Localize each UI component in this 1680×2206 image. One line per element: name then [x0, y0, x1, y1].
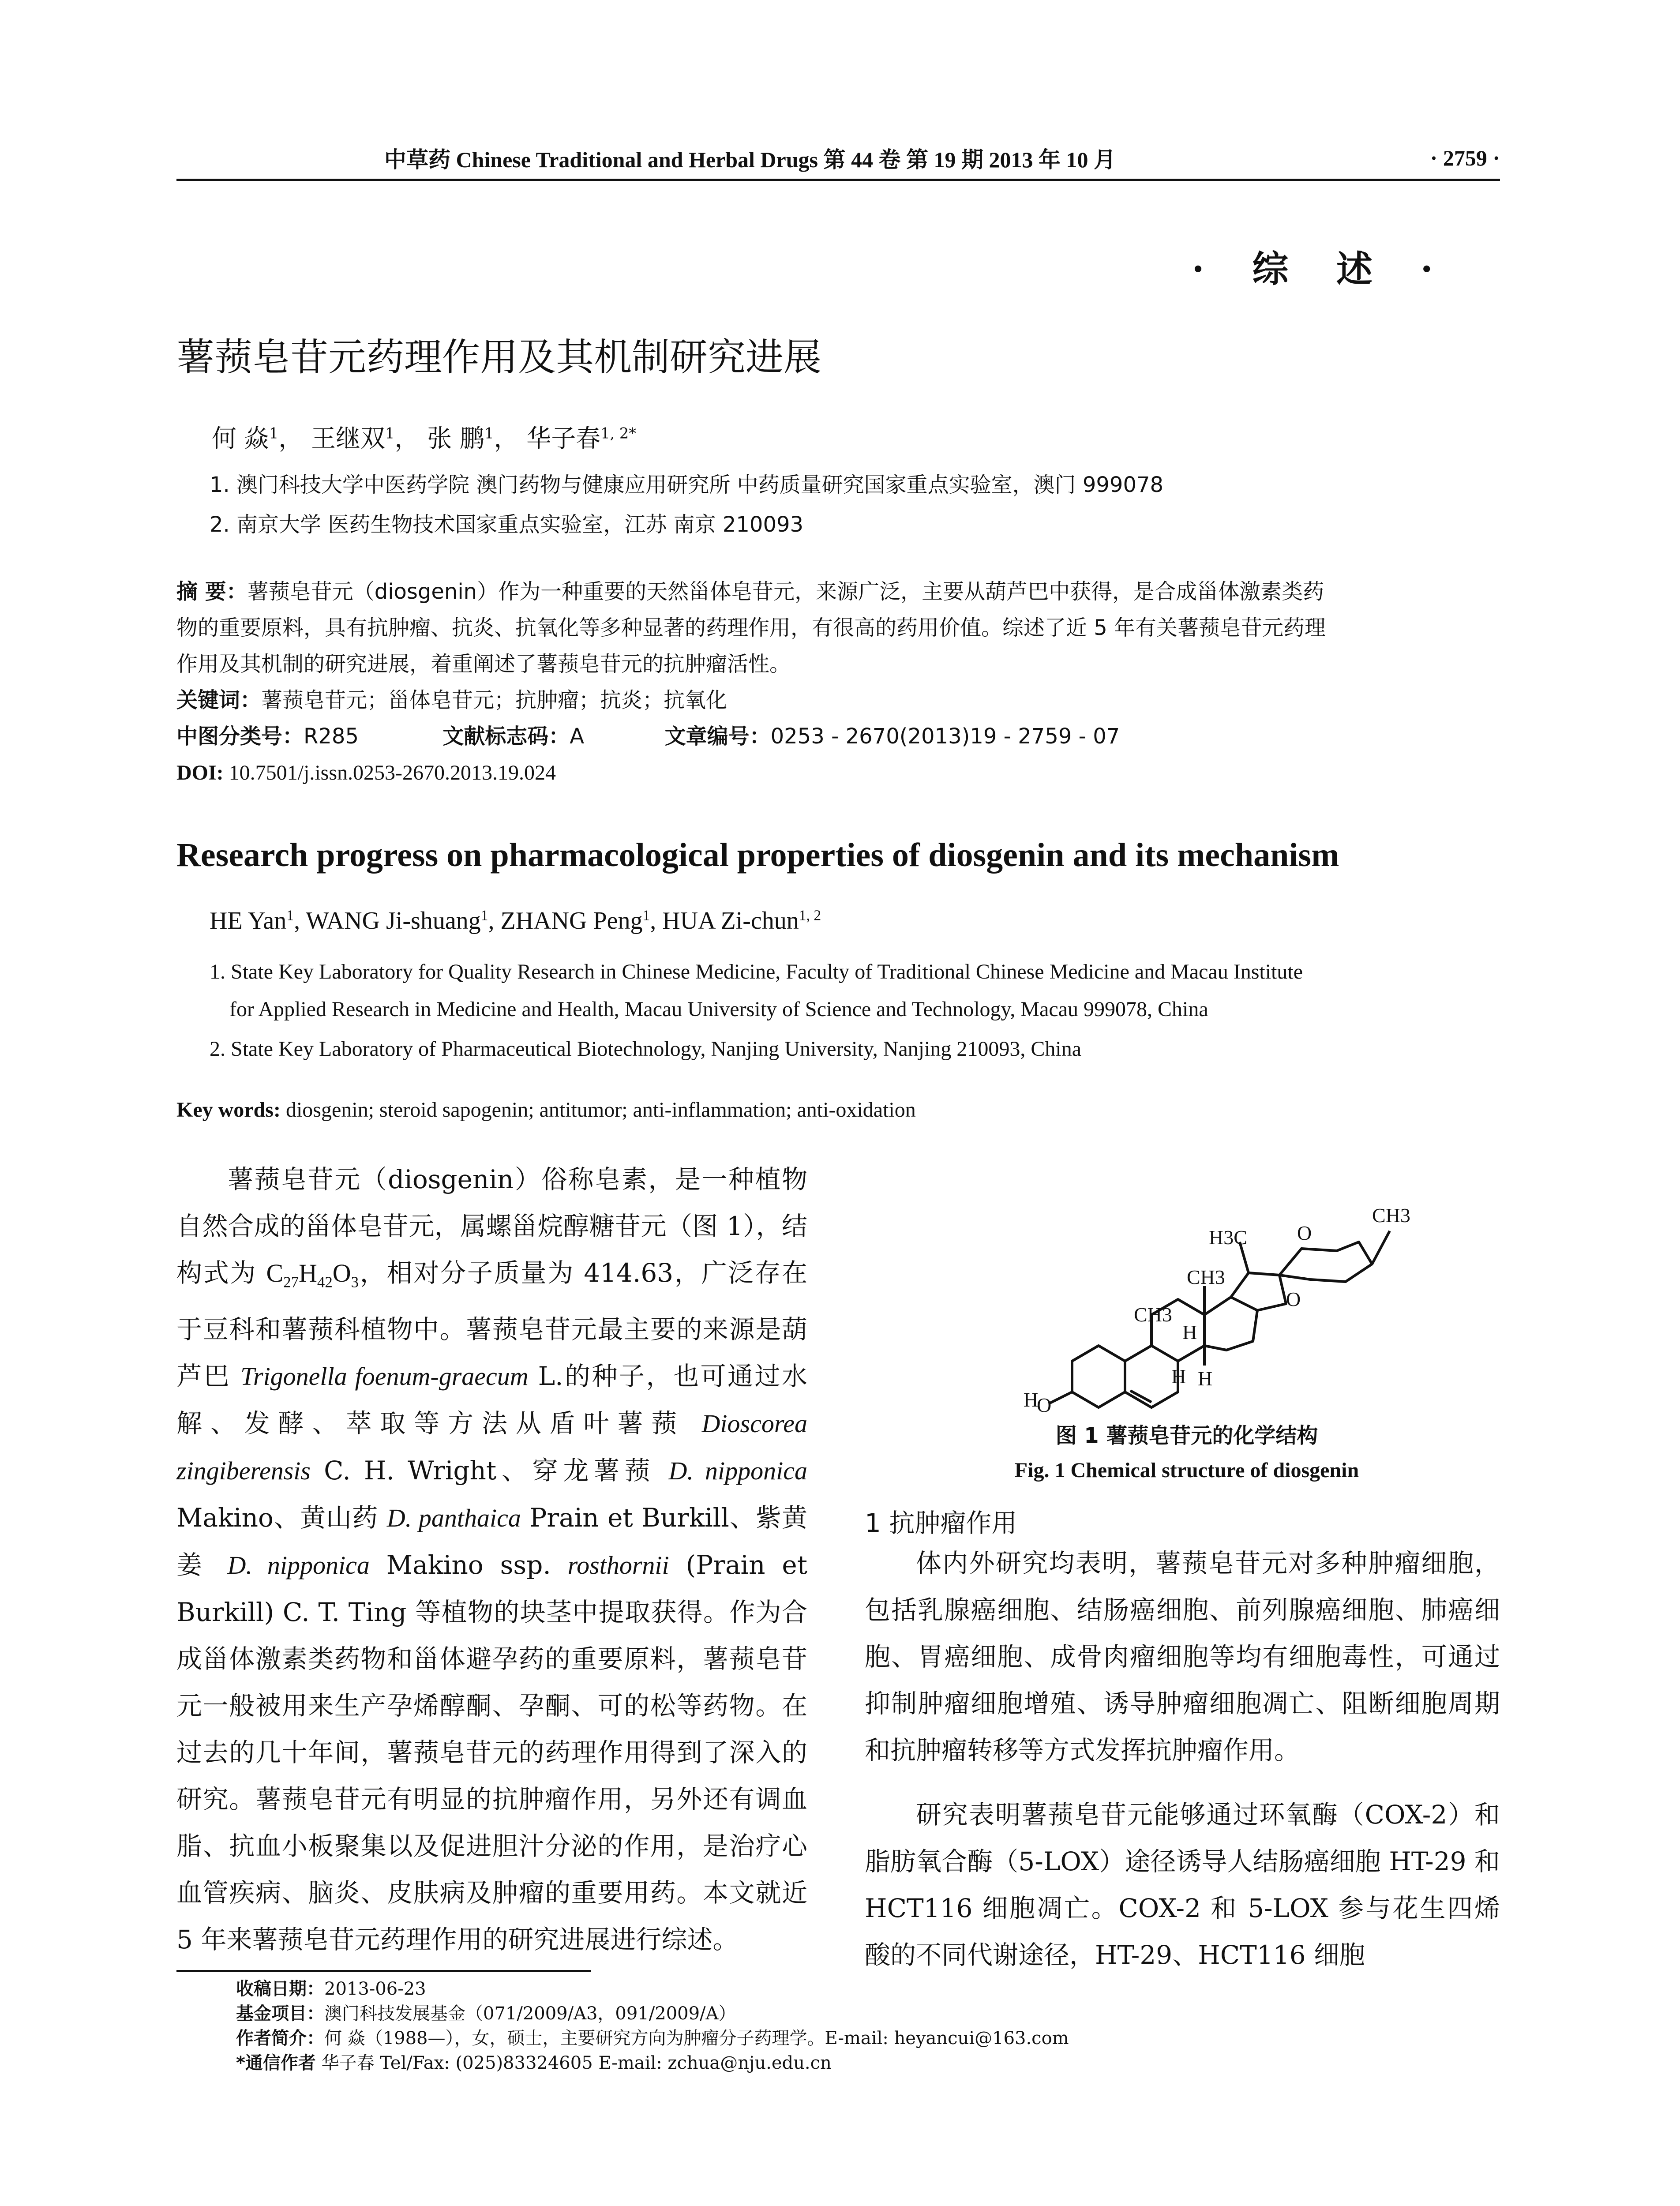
authors-cn: 何 焱$^1$， 王继双$^1$， 张 鹏$^1$， 华子春$^{1, 2*}$: [212, 424, 637, 453]
author-name: HUA Zi-chun: [662, 907, 799, 934]
author-sup: 1: [480, 907, 488, 924]
authors-en: HE Yan$^1$, WANG Ji-shuang$^1$, ZHANG Peng$^1$, HUA Zi-chun$^{1, 2}$: [210, 907, 821, 934]
doc-code-value: A: [570, 724, 585, 749]
label-h-9: H: [1171, 1365, 1186, 1388]
species-name: D. nipponica: [668, 1456, 807, 1485]
article-number-label: 文章编号：: [664, 724, 771, 749]
hydroxyl-bond: [1050, 1392, 1072, 1403]
journal-info: 中草药 Chinese Traditional and Herbal Drugs 第 44 卷 第 19 期 2013 年 10 月: [384, 147, 1116, 172]
bio-label: 作者简介：: [236, 2028, 324, 2048]
author-name: 华子春: [526, 424, 601, 453]
keywords-en-label: Key words:: [176, 1098, 281, 1122]
affiliation-cn-2: 2. 南京大学 医药生物技术国家重点实验室，江苏 南京 210093: [210, 512, 804, 537]
formula: [266, 1259, 359, 1291]
formula-part: H: [299, 1259, 317, 1287]
formula-sub: 42: [317, 1273, 333, 1291]
left-column: [176, 1156, 807, 1963]
label-ch3-mid: CH3: [1187, 1266, 1225, 1288]
doi-label: DOI:: [176, 761, 224, 784]
keywords-cn: 薯蓣皂苷元；甾体皂苷元；抗肿瘤；抗炎；抗氧化: [261, 688, 728, 713]
text-run: ，相对分子质量为 414.63，广泛存在于豆科和薯蓣科植物中。薯蓣皂苷元最主要的来源是葫芦巴: [176, 1258, 808, 1391]
text-run: Makino ssp.: [369, 1549, 568, 1580]
structure-diagram: [949, 1165, 1434, 1412]
title-cn: 薯蓣皂苷元药理作用及其机制研究进展: [176, 335, 821, 379]
abstract-line: 物的重要原料，具有抗肿瘤、抗炎、抗氧化等多种显著的药理作用，有很高的药用价值。综述了近 5 年有关薯蓣皂苷元药理: [176, 615, 1326, 640]
formula-part: C: [266, 1259, 284, 1287]
label-o-hydroxyl: O: [1037, 1394, 1052, 1412]
affiliation-cn-1: 1. 澳门科技大学中医药学院 澳门药物与健康应用研究所 中药质量研究国家重点实验室，澳门 999078: [210, 473, 1164, 497]
author-sup: 1, 2: [799, 907, 821, 924]
species-name: Trigonella foenum-graecum: [240, 1362, 529, 1391]
formula-sub: 27: [283, 1273, 299, 1291]
header-rule: [176, 179, 1500, 181]
formula-part: O: [332, 1259, 351, 1287]
label-ch3-top: CH3: [1372, 1204, 1410, 1227]
text-run: Makino、黄山药: [176, 1502, 387, 1533]
ring-b: [1125, 1346, 1178, 1407]
bio-text: 何 焱（1988—），女，硕士，主要研究方向为肿瘤分子药理学。E-mail: heyancui@163.com: [324, 2028, 1069, 2048]
affiliation-en-2: 2. State Key Laboratory of Pharmaceutical Biotechnology, Nanjing University, Nanjing 210093, China: [210, 1037, 1081, 1061]
ring-e: [1231, 1273, 1286, 1310]
right-column: [865, 1540, 1500, 1978]
author-sup: 1: [642, 907, 650, 924]
article-number-value: 0253 - 2670(2013)19 - 2759 - 07: [770, 724, 1120, 749]
author-name: 王继双: [311, 424, 385, 453]
doi-value[interactable]: 10.7501/j.issn.0253-2670.2013.19.024: [223, 761, 556, 784]
label-ch3-left: CH3: [1134, 1303, 1172, 1326]
keywords-en-text: diosgenin; steroid sapogenin; antitumor; anti-inflammation; anti-oxidation: [280, 1098, 916, 1122]
author-name: 何 焱: [212, 424, 269, 453]
received-date: 2013-06-23: [324, 1979, 426, 1999]
keywords-cn-label: 关键词：: [176, 688, 262, 713]
affiliation-en-1-cont: for Applied Research in Medicine and Health, Macau University of Science and Technology, Macau 999078, China: [229, 998, 1208, 1021]
ring-f: [1279, 1242, 1372, 1282]
paragraph-antitumor-2: 研究表明薯蓣皂苷元能够通过环氧酶（COX-2）和脂肪氧合酶（5-LOX）途径诱导人结肠癌细胞 HT-29 和 HCT116 细胞凋亡。COX-2 和 5-LOX 参与花生四烯酸的不同代谢途径，HT-29、HCT116 细胞: [865, 1800, 1500, 1970]
received-label: 收稿日期：: [236, 1979, 324, 1999]
author-sup: 1: [269, 424, 279, 442]
text-run: 薯蓣皂苷元（diosgenin）俗称皂素，是一种植物自然合成的甾体皂苷元，属螺甾烷醇糖苷元（图 1），结构式为: [176, 1164, 807, 1288]
label-h3c: H3C: [1209, 1226, 1247, 1249]
keywords-en: [176, 1098, 916, 1122]
figure-caption-en: Fig. 1 Chemical structure of diosgenin: [1014, 1459, 1359, 1482]
doc-code-label: 文献标志码：: [442, 724, 570, 749]
corresponding-text: 华子春 Tel/Fax: (025)83324605 E-mail: zchua@nju.edu.cn: [315, 2053, 832, 2073]
text-run: L.的种子，也可通过水解、发酵、萃取等方法从盾叶薯蓣: [176, 1361, 808, 1438]
label-h-8: H: [1182, 1321, 1197, 1343]
abstract-line: 作用及其机制的研究进展，着重阐述了薯蓣皂苷元的抗肿瘤活性。: [176, 652, 791, 676]
page-number: · 2759 ·: [1430, 146, 1500, 170]
ring-d: [1204, 1297, 1257, 1350]
fund-text: 澳门科技发展基金（071/2009/A3，091/2009/A）: [324, 2003, 736, 2024]
label-h-14: H: [1198, 1367, 1213, 1390]
label-o-ring-f: O: [1297, 1222, 1312, 1244]
corresponding-label: *通信作者: [236, 2053, 316, 2073]
paragraph-antitumor-1: 体内外研究均表明，薯蓣皂苷元对多种肿瘤细胞，包括乳腺癌细胞、结肠癌细胞、前列腺癌细胞、肺癌细胞、胃癌细胞、成骨肉瘤细胞等均有细胞毒性，可通过抑制肿瘤细胞增殖、诱导肿瘤细胞凋亡、阻断细胞周期和抗肿瘤转移等方式发挥抗肿瘤作用。: [865, 1548, 1500, 1765]
text-run: (Prain et Burkill) C. T. Ting 等植物的块茎中提取获得。作为合成甾体激素类药物和甾体避孕药的重要原料，薯蓣皂苷元一般被用来生产孕烯醇酮、孕酮、可的松等药物。在过去的几十年间，薯蓣皂苷元的药理作用得到了深入的研究。薯蓣皂苷元有明显的抗肿瘤作用，另外还有调血脂、抗血小板聚集以及促进胆汁分泌的作用，是治疗心血管疾病、脑炎、皮肤病及肿瘤的重要用药。本文就近 5 年来薯蓣皂苷元药理作用的研究进展进行综述。: [176, 1549, 808, 1955]
footnotes: [236, 1977, 1471, 2075]
section-heading: 1 抗肿瘤作用: [865, 1508, 1017, 1538]
abstract-line: 薯蓣皂苷元（diosgenin）作为一种重要的天然甾体皂苷元，来源广泛，主要从葫芦巴中获得，是合成甾体激素类药: [247, 579, 1324, 604]
author-name: 张 鹏: [427, 424, 484, 453]
affiliation-en-1: 1. State Key Laboratory for Quality Research in Chinese Medicine, Faculty of Traditional Chinese Medicine and Macau Institute: [210, 960, 1303, 983]
ring-a: [1072, 1346, 1125, 1407]
title-en: Research progress on pharmacological properties of diosgenin and its mechanism: [176, 837, 1339, 874]
author-sup: 1: [385, 424, 395, 442]
footnote-rule: [176, 1970, 591, 1972]
formula-sub: 3: [351, 1273, 359, 1291]
fund-label: 基金项目：: [236, 2003, 324, 2024]
label-o-ring-e: O: [1286, 1288, 1301, 1310]
author-sup: 1, 2*: [600, 424, 637, 442]
clc-value: R285: [304, 724, 359, 749]
abstract-label: 摘 要：: [176, 579, 248, 604]
text-run: C. H. Wright、穿龙薯蓣: [310, 1455, 669, 1486]
author-name: WANG Ji-shuang: [306, 907, 481, 934]
figure-caption-cn: 图 1 薯蓣皂苷元的化学结构: [1055, 1423, 1318, 1448]
author-sup: 1: [286, 907, 294, 924]
species-name: D. panthaica: [386, 1503, 521, 1532]
running-header: [176, 140, 1500, 176]
section-label: · 综 述 ·: [1192, 248, 1451, 290]
label-h-hydroxyl: H: [1024, 1388, 1039, 1411]
intro-paragraph: [176, 1156, 807, 1963]
author-name: HE Yan: [210, 907, 287, 934]
abstract: [176, 574, 1500, 791]
species-name: D. nipponica: [227, 1550, 370, 1579]
text-run: Prain et Burkill、紫黄姜: [176, 1502, 807, 1580]
species-name: rosthornii: [567, 1550, 669, 1579]
author-sup: 1: [484, 424, 494, 442]
author-name: ZHANG Peng: [500, 907, 643, 934]
clc-label: 中图分类号：: [176, 724, 304, 749]
species-name: Dioscorea zingiberensis: [176, 1409, 807, 1485]
methyl-bond: [1372, 1231, 1390, 1264]
